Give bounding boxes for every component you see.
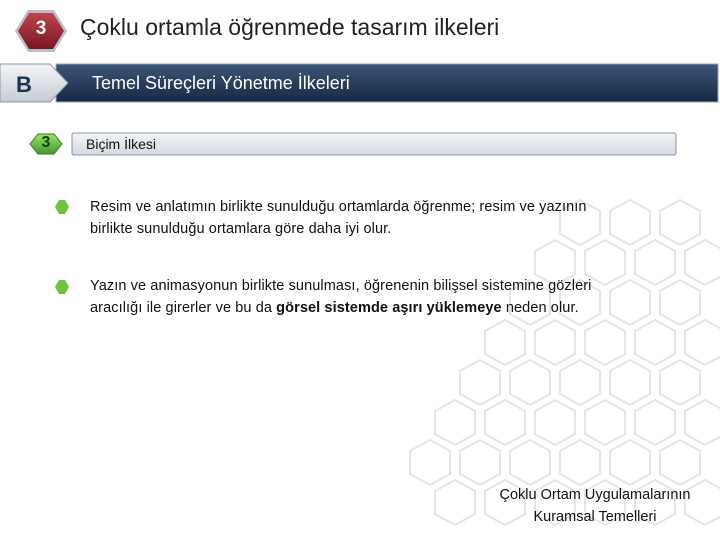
bullet-hexagon-icon bbox=[55, 280, 69, 294]
bullet-2-line-2 bbox=[90, 297, 670, 319]
footer-line-2: Kuramsal Temelleri bbox=[533, 509, 657, 525]
bullet-2-emphasis: görsel sistemde aşırı yüklemeye bbox=[276, 300, 502, 316]
bullet-1-line-1: Resim ve anlatımın birlikte sunulduğu ortamlarda öğrenme; resim ve yazının bbox=[90, 199, 587, 215]
footer-line-1: Çoklu Ortam Uygulamalarının bbox=[499, 487, 691, 503]
subsection-number: 3 bbox=[41, 134, 51, 151]
bullet-1-line-2: birlikte sunulduğu ortamlara göre daha iyi olur. bbox=[90, 221, 392, 237]
footer-course-title bbox=[470, 484, 720, 528]
section-letter: B bbox=[16, 72, 32, 97]
bullet-paragraph-2 bbox=[90, 275, 670, 319]
bullet-paragraph-1 bbox=[90, 196, 670, 240]
subsection-title: Biçim İlkesi bbox=[86, 136, 157, 152]
subsection-bar bbox=[28, 131, 678, 157]
chapter-number: 3 bbox=[35, 18, 47, 39]
bullet-2-line-1: Yazın ve animasyonun birlikte sunulması, öğrenenin bilişsel sistemine gözleri bbox=[90, 278, 592, 294]
page-title: Çoklu ortamla öğrenmede tasarım ilkeleri bbox=[80, 14, 500, 40]
bullet-hexagon-icon bbox=[55, 200, 69, 214]
bullet-2-line-2-end: neden olur. bbox=[501, 300, 579, 316]
section-bar bbox=[0, 62, 720, 104]
bullet-2-line-2-start: aracılığı ile girerler ve bu da bbox=[90, 300, 277, 316]
section-title: Temel Süreçleri Yönetme İlkeleri bbox=[92, 73, 350, 93]
chapter-badge bbox=[14, 8, 68, 54]
